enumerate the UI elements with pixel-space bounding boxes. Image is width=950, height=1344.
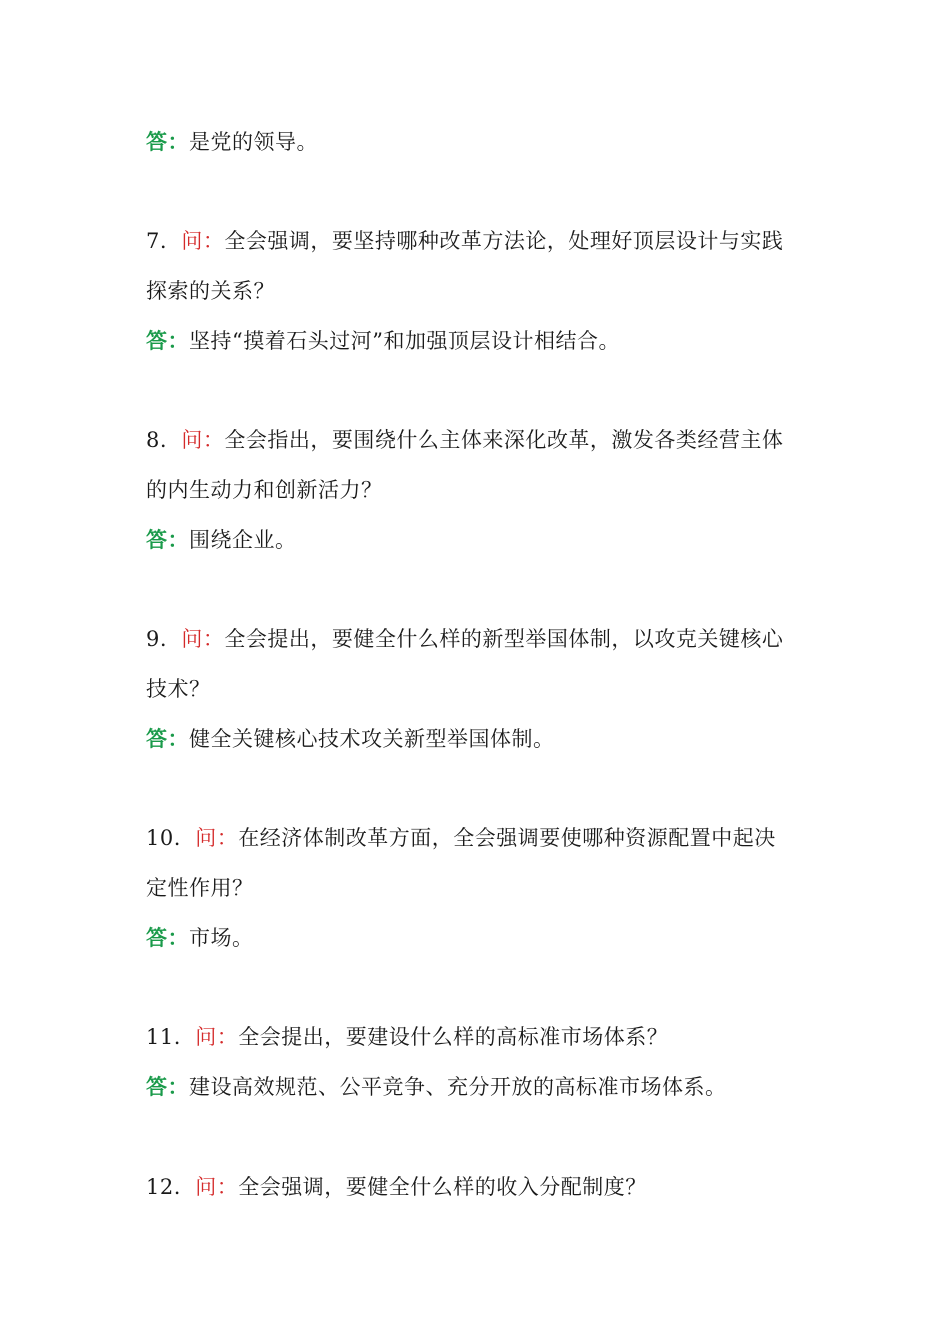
question-text: 全会指出，要围绕什么主体来深化改革，激发各类经营主体: [224, 428, 784, 452]
question-label: 问：: [181, 627, 225, 651]
answer-text: 市场。: [189, 926, 254, 950]
question-line-continued: [146, 475, 826, 505]
answer-label: 答：: [146, 129, 189, 154]
answer-text: 是党的领导。: [189, 130, 318, 154]
question-line: [146, 1172, 826, 1202]
answer-text: 建设高效规范、公平竞争、充分开放的高标准市场体系。: [189, 1075, 727, 1099]
question-number: 11.: [146, 1025, 181, 1049]
question-text: 全会强调，要健全什么样的收入分配制度？: [238, 1175, 647, 1199]
answer-line: [146, 326, 826, 356]
question-line-continued: [146, 873, 826, 903]
answer-line: [146, 127, 826, 157]
answer-line: [146, 1072, 826, 1102]
answer-line: [146, 724, 826, 754]
question-number: 8.: [146, 428, 168, 452]
question-label: 问：: [181, 428, 225, 452]
answer-label: 答：: [146, 726, 189, 751]
answer-label: 答：: [146, 328, 189, 353]
question-text: 技术？: [146, 677, 211, 701]
question-number: 9.: [146, 627, 168, 651]
question-label: 问：: [195, 826, 239, 850]
answer-line: [146, 525, 826, 555]
answer-label: 答：: [146, 1074, 189, 1099]
question-text: 全会强调，要坚持哪种改革方法论，处理好顶层设计与实践: [224, 229, 784, 253]
question-line-continued: [146, 674, 826, 704]
question-line: [146, 1022, 826, 1052]
answer-text: 健全关键核心技术攻关新型举国体制。: [189, 727, 555, 751]
question-label: 问：: [195, 1175, 239, 1199]
question-text: 在经济体制改革方面，全会强调要使哪种资源配置中起决: [238, 826, 776, 850]
question-text: 探索的关系？: [146, 279, 275, 303]
question-label: 问：: [195, 1025, 239, 1049]
question-text: 定性作用？: [146, 876, 254, 900]
question-text: 的内生动力和创新活力？: [146, 478, 383, 502]
answer-text: 坚持“摸着石头过河”和加强顶层设计相结合。: [189, 329, 620, 353]
answer-label: 答：: [146, 925, 189, 950]
question-text: 全会提出，要建设什么样的高标准市场体系？: [238, 1025, 669, 1049]
question-label: 问：: [181, 229, 225, 253]
question-line: [146, 823, 826, 853]
question-text: 全会提出，要健全什么样的新型举国体制，以攻克关键核心: [224, 627, 784, 651]
question-line: [146, 226, 826, 256]
question-line: [146, 425, 826, 455]
question-number: 12.: [146, 1175, 181, 1199]
question-line-continued: [146, 276, 826, 306]
answer-line: [146, 923, 826, 953]
question-number: 7.: [146, 229, 168, 253]
answer-text: 围绕企业。: [189, 528, 297, 552]
question-number: 10.: [146, 826, 181, 850]
answer-label: 答：: [146, 527, 189, 552]
question-line: [146, 624, 826, 654]
